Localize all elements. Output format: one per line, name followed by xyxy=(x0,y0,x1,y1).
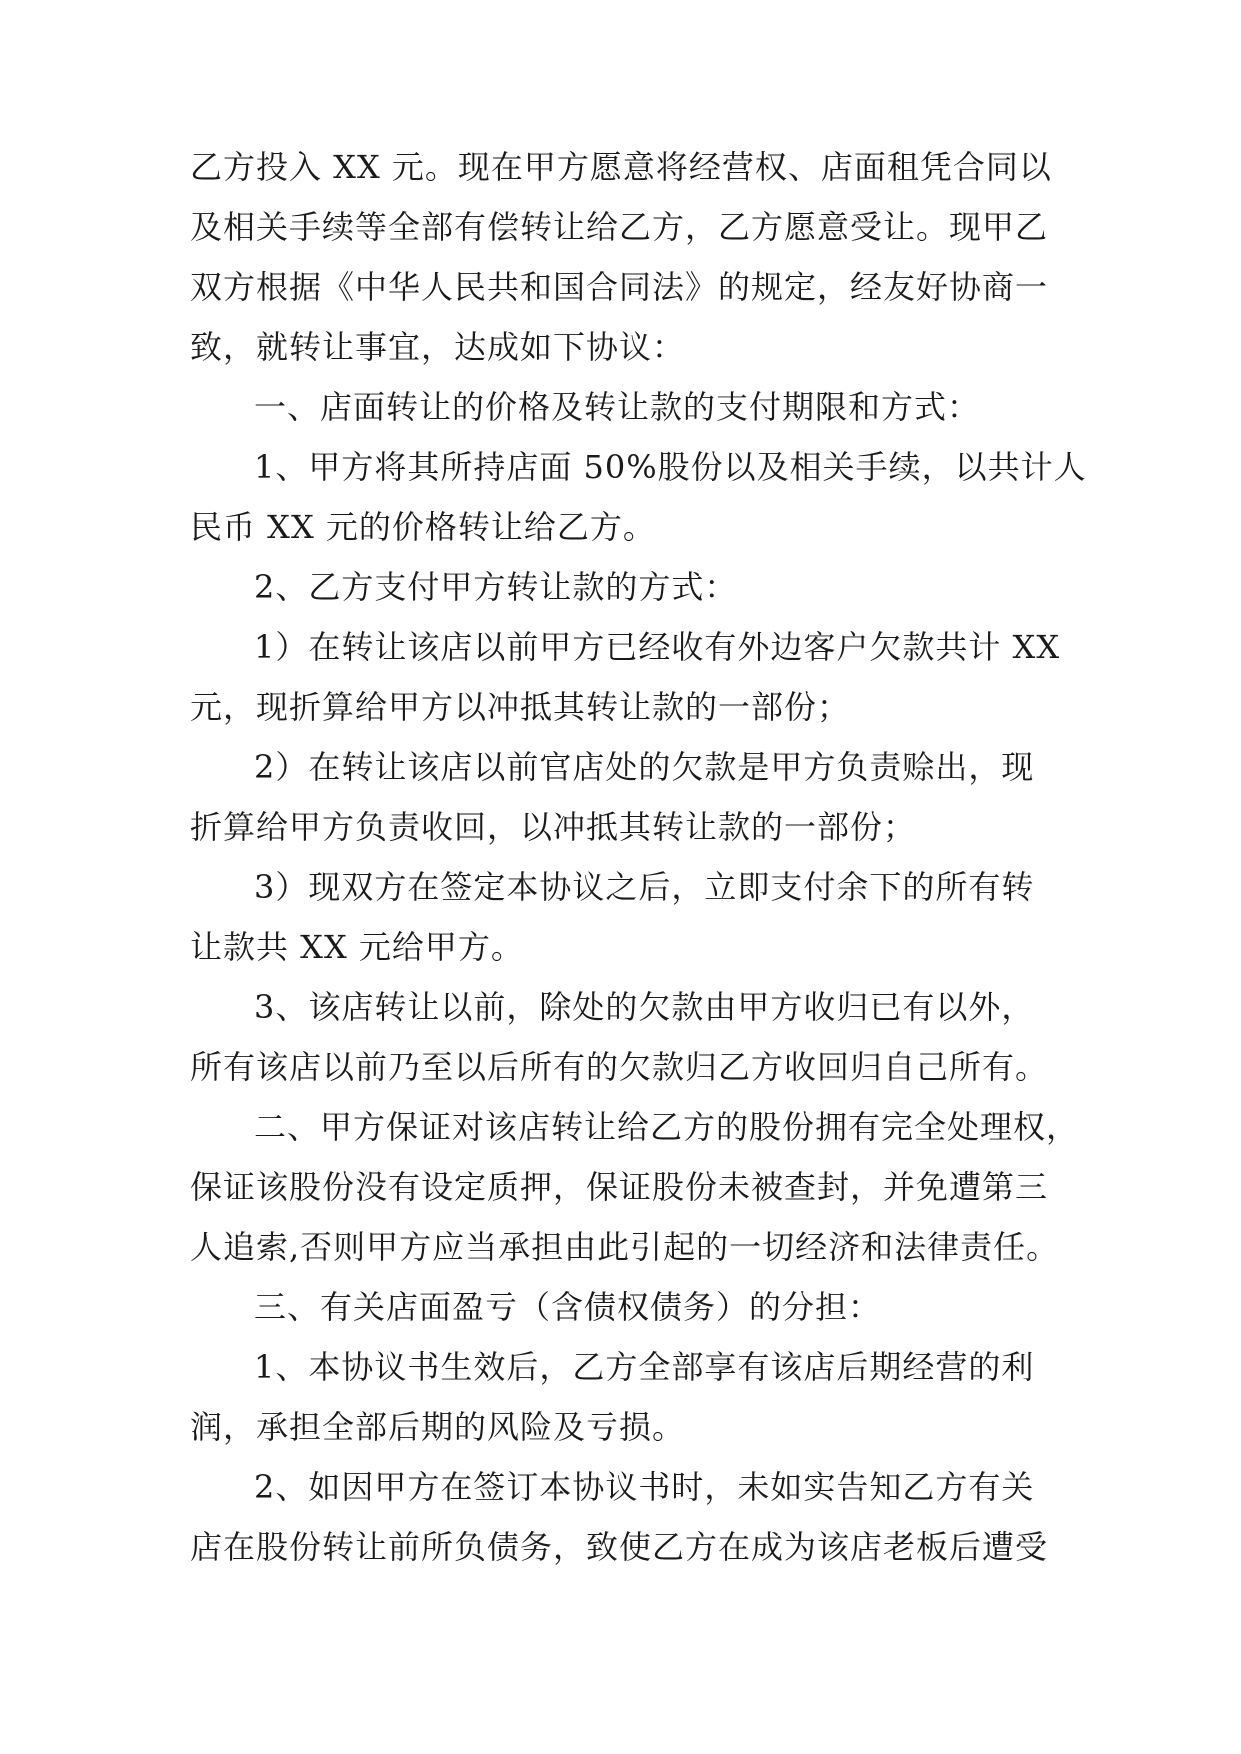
text-line-11: 2）在转让该店以前官店处的欠款是甲方负责赊出，现 xyxy=(254,748,1035,786)
text-line-14: 让款共 XX 元给甲方。 xyxy=(190,928,524,966)
text-line-9: 1）在转让该店以前甲方已经收有外边客户欠款共计 XX xyxy=(254,628,1061,666)
text-line-8: 2、乙方支付甲方转让款的方式： xyxy=(254,568,738,606)
text-line-22: 润，承担全部后期的风险及亏损。 xyxy=(190,1408,686,1446)
text-line-19: 人追索,否则甲方应当承担由此引起的一切经济和法律责任。 xyxy=(190,1228,1060,1266)
text-line-13: 3）现双方在签定本协议之后，立即支付余下的所有转 xyxy=(254,868,1035,906)
text-line-10: 元，现折算给甲方以冲抵其转让款的一部份； xyxy=(190,688,851,726)
text-line-15: 3、该店转让以前，除处的欠款由甲方收归已有以外， xyxy=(254,988,1035,1026)
section-heading-2: 二、甲方保证对该店转让给乙方的股份拥有完全处理权， xyxy=(254,1108,1080,1146)
text-line-3: 双方根据《中华人民共和国合同法》的规定，经友好协商一 xyxy=(190,268,1049,306)
section-heading-3: 三、有关店面盈亏（含债权债务）的分担： xyxy=(254,1288,882,1326)
text-line-2: 及相关手续等全部有偿转让给乙方，乙方愿意受让。现甲乙 xyxy=(190,208,1049,246)
text-line-21: 1、本协议书生效后，乙方全部享有该店后期经营的利 xyxy=(254,1348,1035,1386)
text-line-7: 民币 XX 元的价格转让给乙方。 xyxy=(190,508,656,546)
text-line-18: 保证该股份没有设定质押，保证股份未被查封，并免遭第三 xyxy=(190,1168,1049,1206)
text-line-12: 折算给甲方负责收回，以冲抵其转让款的一部份； xyxy=(190,808,917,846)
text-line-23: 2、如因甲方在签订本协议书时，未如实告知乙方有关 xyxy=(254,1468,1035,1506)
text-line-16: 所有该店以前乃至以后所有的欠款归乙方收回归自己所有。 xyxy=(190,1048,1049,1086)
text-line-6: 1、甲方将其所持店面 50%股份以及相关手续，以共计人 xyxy=(254,448,1087,486)
section-heading-1: 一、店面转让的价格及转让款的支付期限和方式： xyxy=(254,388,981,426)
text-line-1: 乙方投入 XX 元。现在甲方愿意将经营权、店面租凭合同以 xyxy=(190,148,1052,186)
text-line-4: 致，就转让事宜，达成如下协议： xyxy=(190,328,686,366)
text-line-24: 店在股份转让前所负债务，致使乙方在成为该店老板后遭受 xyxy=(190,1528,1049,1566)
